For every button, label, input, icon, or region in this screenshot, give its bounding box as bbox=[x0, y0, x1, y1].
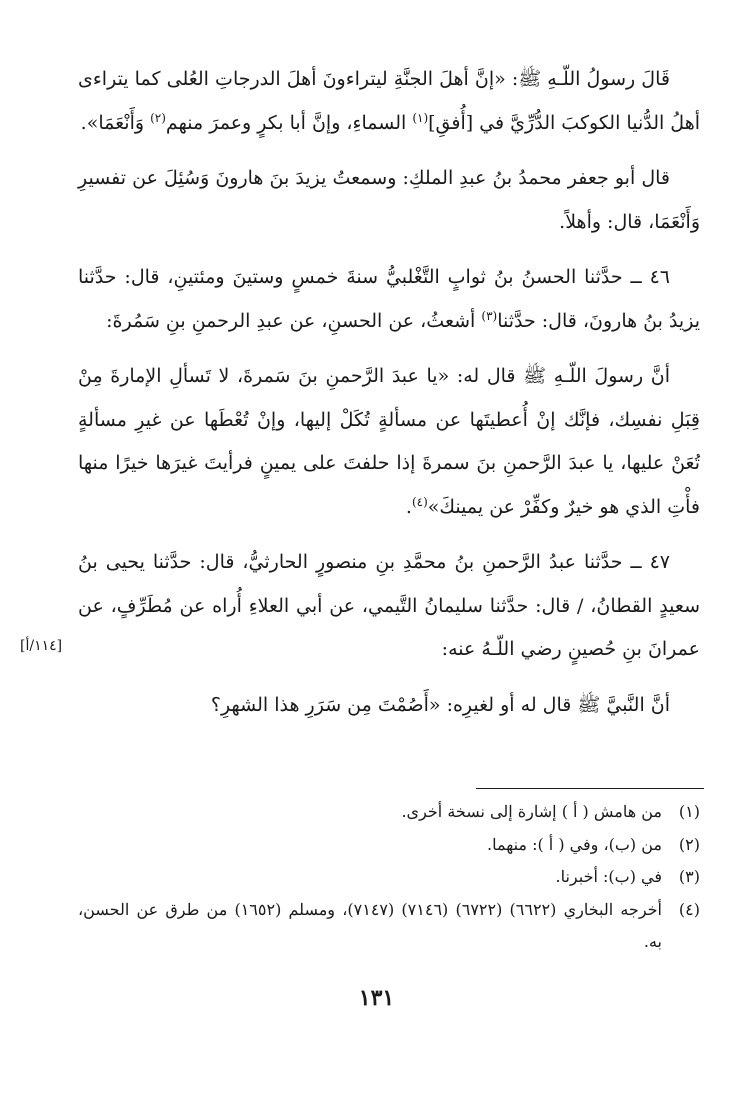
footnote-3 bbox=[78, 861, 700, 894]
footnote-2 bbox=[78, 829, 700, 862]
footnote-number: (٣) bbox=[678, 867, 700, 886]
footnote-number: (٢) bbox=[678, 834, 700, 854]
manuscript-folio-reference: [١١٤/أ] bbox=[20, 638, 63, 654]
footnote-text: من (ب)، وفي ( أ ): منهما. bbox=[487, 834, 662, 854]
hadith-46-isnad: ٤٦ ــ حدَّثنا الحسنُ بنُ ثوابٍ التَّغْلبيُّ سنةَ خمسٍ وستينَ ومئتينِ، قال: حدَّثنا يزيدُ بنُ هارونَ، قال: حدَّثنا$^{(٣)}$ أشعثُ، عن الحسنِ، عن عبدِ الرحمنِ بنِ سَمُرةَ: bbox=[78, 266, 700, 332]
footnote-text: أخرجه البخاري (٦٦٢٢) (٦٧٢٢) (٧١٤٦) (٧١٤٧)، ومسلم (١٦٥٢) من طرق عن الحسن، به. bbox=[78, 899, 662, 951]
footnotes bbox=[78, 796, 700, 959]
footnote-text: في (ب): أخبرنا. bbox=[555, 867, 662, 886]
hadith-47-isnad: ٤٧ ــ حدَّثنا عبدُ الرَّحمنِ بنُ محمَّدِ بنِ منصورٍ الحارثيُّ، قال: حدَّثنا يحيى بنُ سعيدٍ القطانُ، / قال: حدَّثنا سليمانُ التَّيمي، عن أبي العلاءِ أُراه عن مُطَرِّفٍ، عن عمرانَ بنِ حُصينٍ رضي اللّـهُ عنه: bbox=[78, 551, 700, 660]
footnote-ref-4[interactable]: (٤) bbox=[411, 494, 428, 509]
footnote-number: (١) bbox=[678, 802, 700, 821]
footnote-divider bbox=[476, 788, 704, 789]
footnote-ref-2[interactable]: (٢) bbox=[150, 110, 166, 125]
footnote-number: (٤) bbox=[678, 899, 700, 919]
hadith-47-matn: أنَّ النَّبيَّ ﷺ قال له أو لغيرِه: «أَصُمْتَ مِن سَرَرِ هذا الشهرِ؟ bbox=[210, 693, 670, 716]
footnote-1 bbox=[78, 796, 700, 829]
hadith-46-matn: أنَّ رسولَ اللّـهِ ﷺ قال له: «يا عبدَ الرَّحمنِ بنَ سَمرةَ، لا تَسألِ الإمارةَ مِنْ قِبَلِ نفسِك، فإنَّك إنْ أُعطيتَها عن مسألةٍ تُكَلْ إليها، وإنْ تُعْطَها عن غيرِ مسألةٍ تُعَنْ عليها، يا عبدَ الرَّحمنِ بنَ سمرةَ إذا حلفتَ على يمينٍ فرأيتَ غيرَها خيرًا منها فأْتِ الذي هو خيرٌ وكفِّرْ عن يمينكَ»$^{(٤)}$. bbox=[78, 365, 700, 518]
footnote-4 bbox=[78, 894, 700, 959]
footnote-ref-1[interactable]: (١) bbox=[412, 110, 429, 125]
main-text bbox=[78, 58, 700, 727]
paragraph-1: قَالَ رسولُ اللّـهِ ﷺ: «إنَّ أهلَ الجنَّةِ ليتراءونَ أهلَ الدرجاتِ العُلى كما يتراءى أهلُ الدُّنيا الكوكبَ الدُّرِّيَّ في [أُفقِ]$^{(١)}$ السماءِ، وإنَّ أبا بكرٍ وعمرَ منهم$^{(٢)}$ وَأَنْعَمَا». bbox=[78, 68, 700, 134]
page-number: ١٣١ bbox=[358, 985, 395, 1011]
footnote-ref-3[interactable]: (٣) bbox=[481, 308, 498, 323]
footnote-text: من هامش ( أ ) إشارة إلى نسخة أخرى. bbox=[401, 802, 662, 821]
paragraph-2: قال أبو جعفر محمدُ بنُ عبدِ الملكِ: وسمعتُ يزيدَ بنَ هارونَ وَسُئِلَ عن تفسيرِ وَأَنْعَمَا، قال: وأهلاً. bbox=[78, 167, 700, 233]
